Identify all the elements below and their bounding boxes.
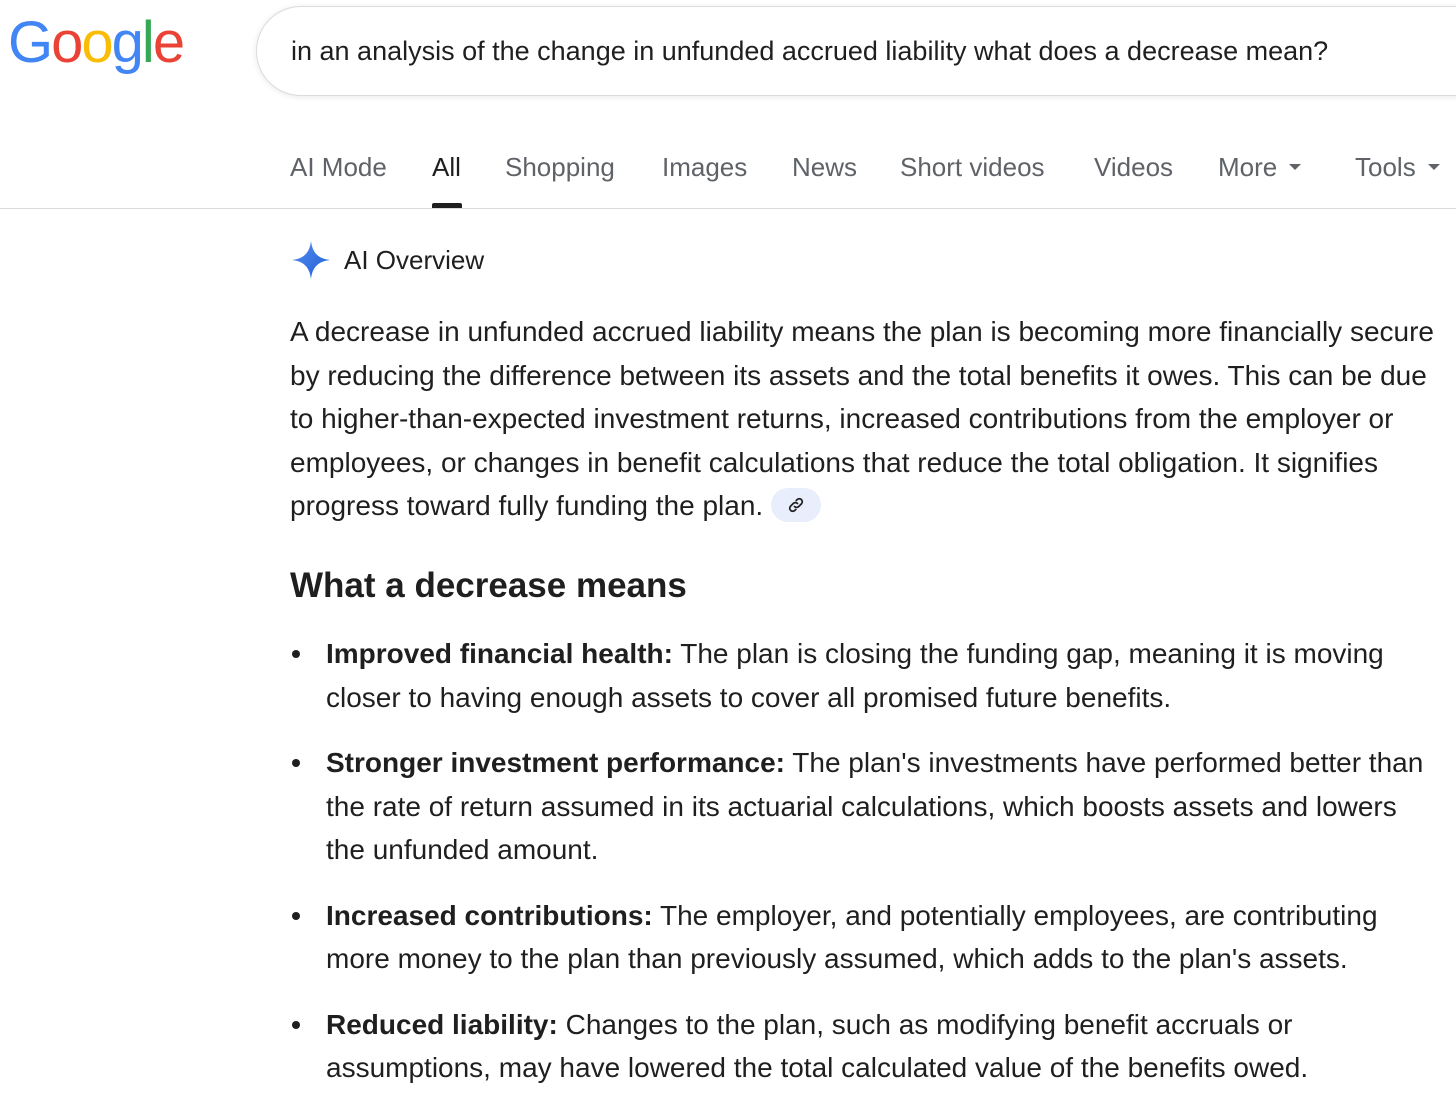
tab-label: Short videos <box>900 152 1045 182</box>
bullet-text: The employer, and potentially employees, are contributing more money to the plan than previously assumed, which adds to the plan's assets. <box>326 899 1378 974</box>
logo-letter: l <box>141 10 153 75</box>
search-tabs <box>0 130 1456 209</box>
chevron-down-icon <box>1289 164 1301 170</box>
list-item <box>290 632 1440 719</box>
logo-letter: o <box>51 10 82 75</box>
ai-overview-summary <box>290 310 1450 528</box>
bullet-term: Increased contributions: <box>326 899 653 931</box>
tab-label: Videos <box>1094 152 1174 182</box>
tab-news[interactable] <box>792 152 857 183</box>
active-tab-indicator <box>432 203 462 208</box>
bullet-text: The plan is closing the funding gap, meaning it is moving closer to having enough assets to cover all promised future benefits. <box>326 638 1384 713</box>
bullet-term: Improved financial health: <box>326 638 673 669</box>
tab-label: Shopping <box>505 152 615 182</box>
bullet-list <box>290 632 1440 1112</box>
list-item <box>290 894 1440 981</box>
ai-overview-header <box>290 238 484 282</box>
tab-more[interactable] <box>1218 152 1301 183</box>
bullet-term: Reduced liability: <box>326 1008 558 1040</box>
tab-images[interactable] <box>662 152 747 183</box>
bullet-text: Changes to the plan, such as modifying benefit accruals or assumptions, may have lowered the total calculated value of the benefits owed. <box>326 1008 1309 1083</box>
logo-letter: e <box>152 10 184 75</box>
tab-short-videos[interactable] <box>900 152 1045 183</box>
tab-label: News <box>792 152 858 182</box>
bullet-dot <box>292 1021 300 1029</box>
search-input[interactable] <box>291 7 1456 95</box>
tab-label: Images <box>662 152 748 182</box>
tab-videos[interactable] <box>1094 152 1173 183</box>
tab-shopping[interactable] <box>505 152 615 183</box>
tab-label: More <box>1218 152 1278 182</box>
list-item <box>290 741 1440 872</box>
bullet-dot <box>292 759 300 767</box>
logo-letter: o <box>81 10 112 75</box>
logo-letter: G <box>8 10 52 75</box>
source-link-button[interactable] <box>771 488 821 522</box>
link-icon <box>787 496 805 514</box>
bullet-dot <box>292 912 300 920</box>
logo-letter: g <box>111 10 142 75</box>
tab-ai-mode[interactable] <box>290 152 387 183</box>
tab-label: AI Mode <box>290 152 387 182</box>
bullet-dot <box>292 650 300 658</box>
google-logo[interactable] <box>8 10 184 75</box>
search-box[interactable] <box>256 6 1456 96</box>
bullet-text: The plan's investments have performed better than the rate of return assumed in its actuarial calculations, which boosts assets and lowers the unfunded amount. <box>326 747 1424 865</box>
section-heading: What a decrease means <box>290 566 687 605</box>
ai-overview-title: AI Overview <box>344 244 485 275</box>
chevron-down-icon <box>1428 164 1440 170</box>
tab-tools[interactable] <box>1355 152 1440 183</box>
tab-label: Tools <box>1355 152 1416 182</box>
tab-all[interactable] <box>432 152 461 183</box>
list-item <box>290 1003 1440 1090</box>
bullet-term: Stronger investment performance: <box>326 747 785 778</box>
summary-text: A decrease in unfunded accrued liability means the plan is becoming more financially secure by reducing the difference between its assets and the total benefits it owes. This can be due to higher-than-expected investment returns, increased contributions from the employer or employees, or changes in benefit calculations that reduce the total obligation. It signifies progress toward fully funding the plan. <box>290 316 1434 521</box>
tab-label: All <box>432 152 461 182</box>
gemini-sparkle-icon <box>290 239 332 281</box>
